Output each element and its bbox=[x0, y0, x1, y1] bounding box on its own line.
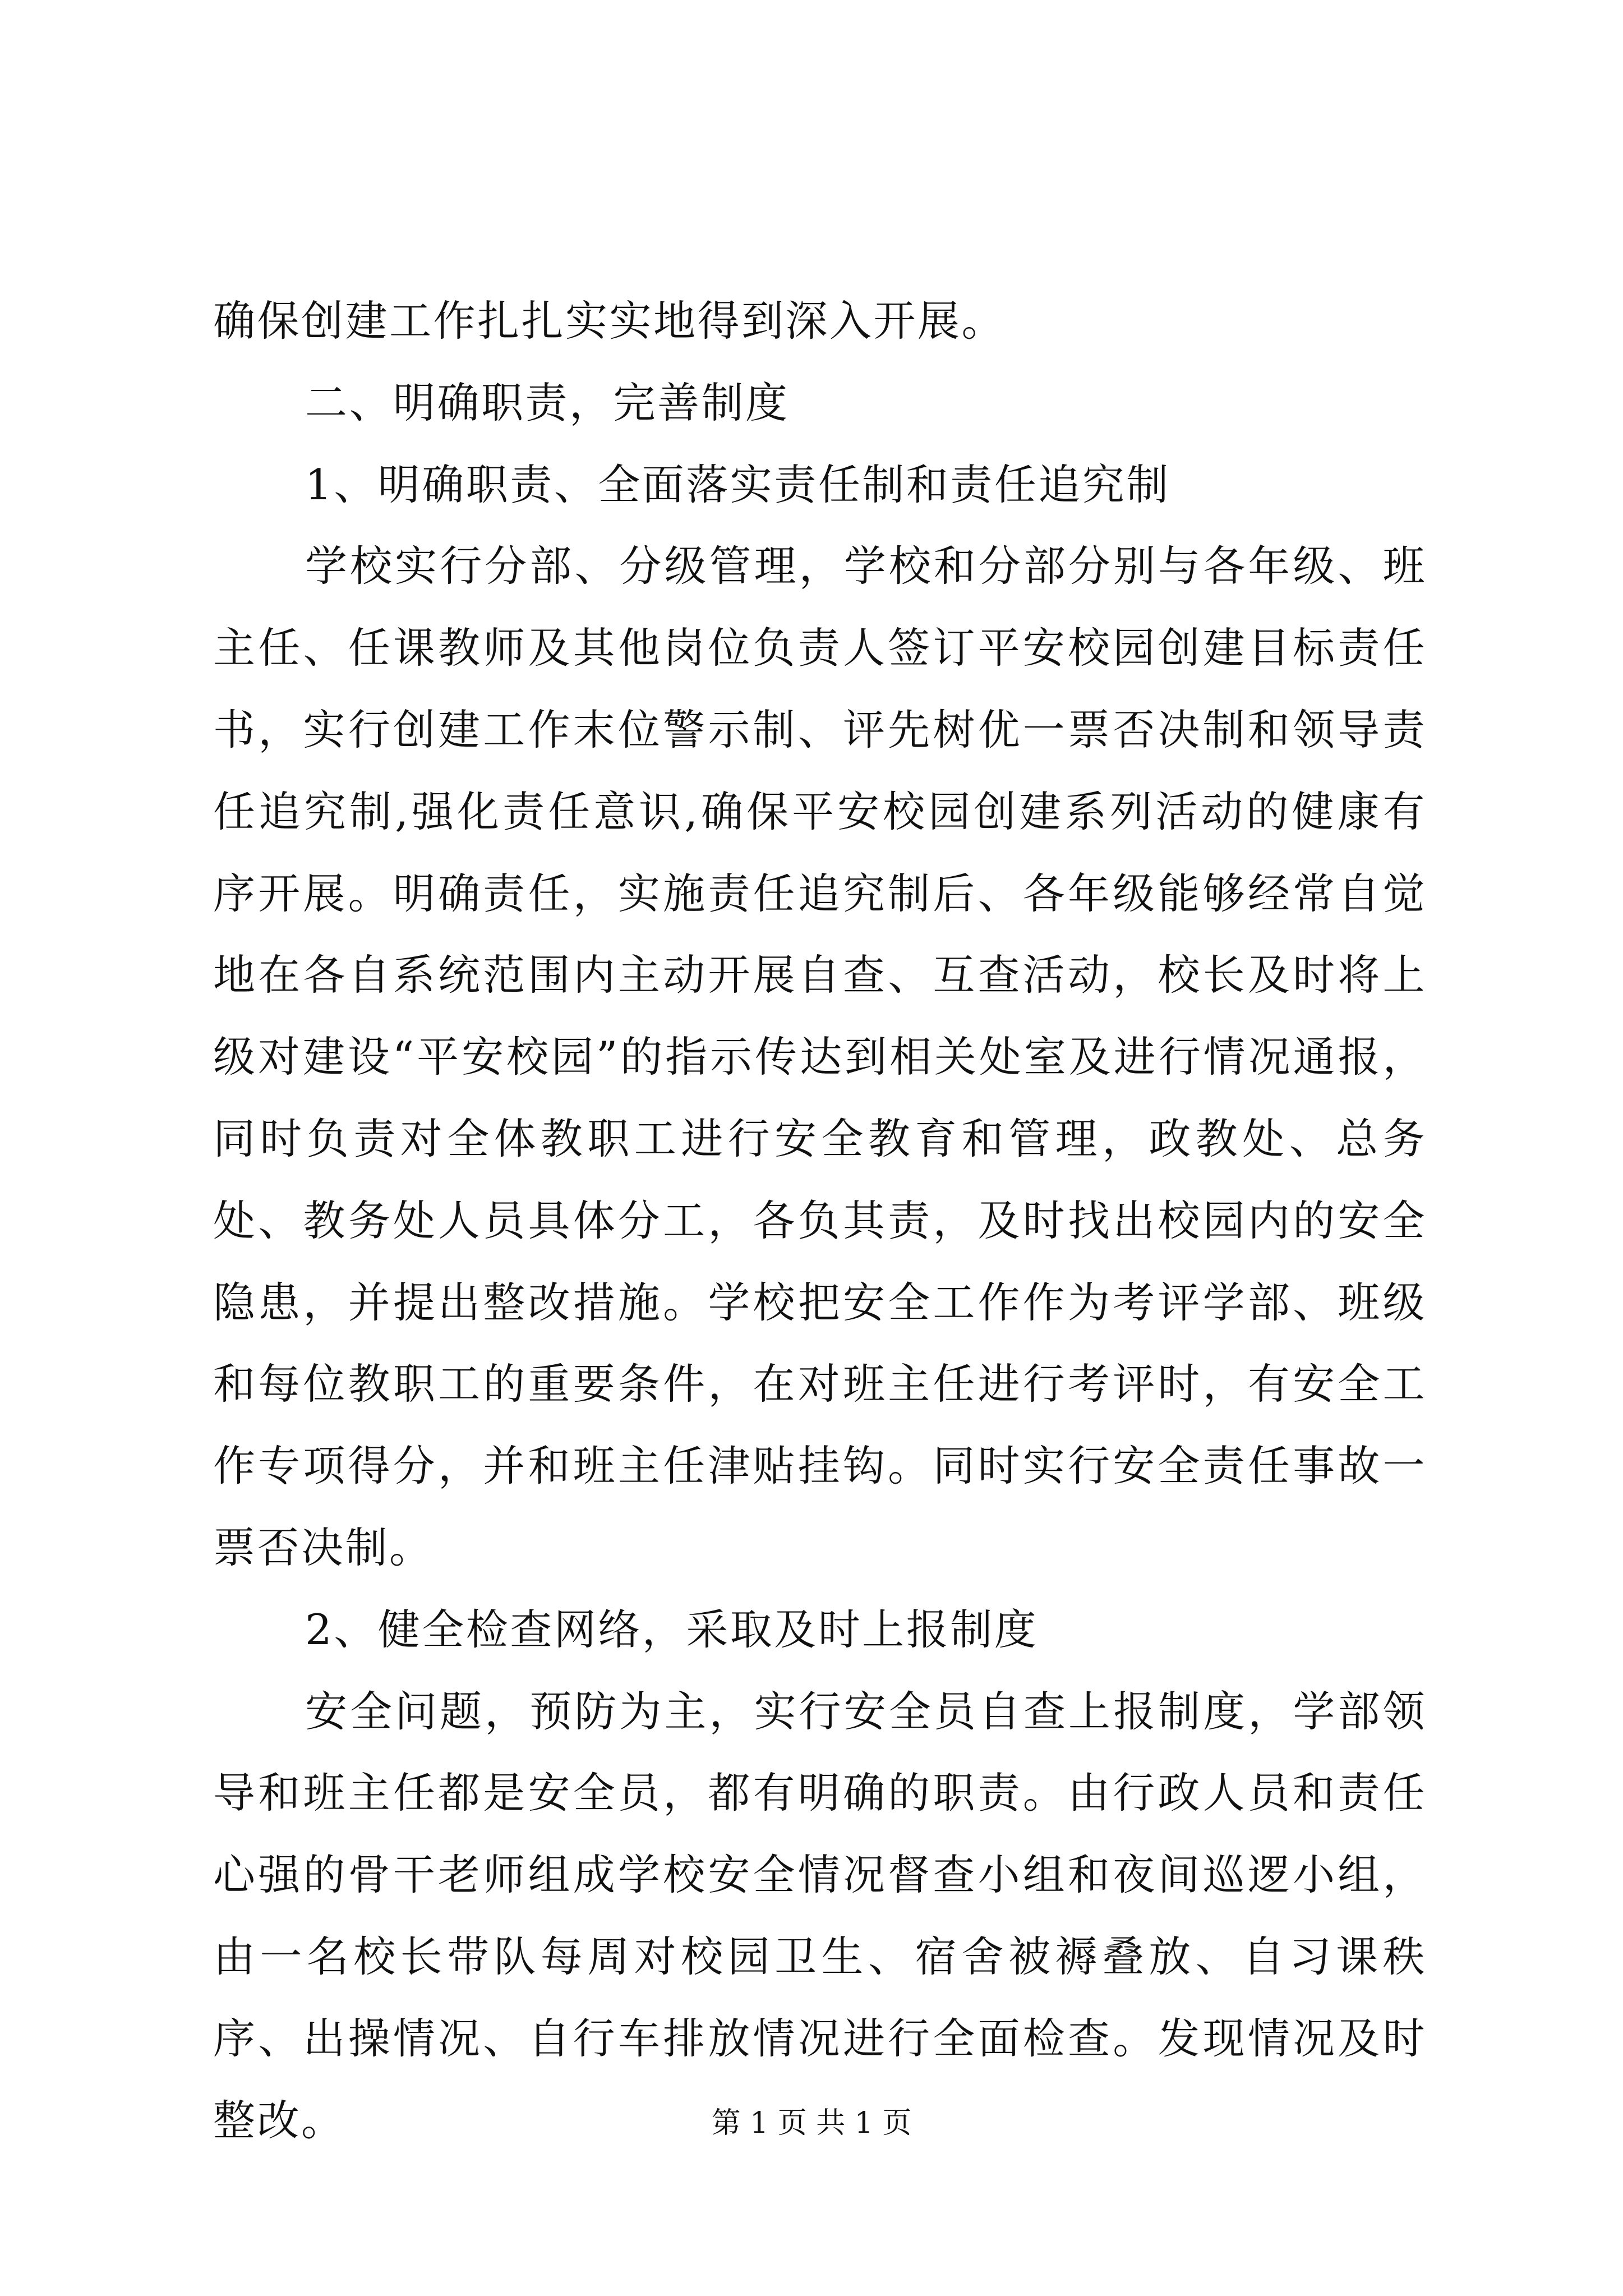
page-footer: 第 1 页 共 1 页 bbox=[711, 2106, 912, 2140]
subsection-heading-1: 1、明确职责、全面落实责任制和责任追究制 bbox=[305, 459, 1170, 509]
paragraph-responsibility: 学校实行分部、分级管理，学校和分部分别与各年级、班主任、任课教师及其他岗位负责人签订平安校园创建目标责任书，实行创建工作末位警示制、评先树优一票否决制和领导责任追究制,强化责任意识,确保平安校园创建系列活动的健康有序开展。明确责任，实施责任追究制后、各年级能够经常自觉地在各自系统范围内主动开展自查、互查活动，校长及时将上级对建设“平安校园”的指示传达到相关处室及进行情况通报，同时负责对全体教职工进行安全教育和管理，政教处、总务处、教务处人员具体分工，各负其责，及时找出校园内的安全隐患，并提出整改措施。学校把安全工作作为考评学部、班级和每位教职工的重要条件，在对班主任进行考评时，有安全工作专项得分，并和班主任津贴挂钩。同时实行安全责任事故一票否决制。 bbox=[213, 541, 1427, 1572]
subsection-heading-2: 2、健全检查网络，采取及时上报制度 bbox=[305, 1604, 1039, 1654]
section-heading: 二、明确职责，完善制度 bbox=[305, 378, 790, 427]
document-body bbox=[213, 280, 1427, 2161]
paragraph-continuation: 确保创建工作扎扎实实地得到深入开展。 bbox=[213, 296, 1006, 346]
paragraph-inspection: 安全问题，预防为主，实行安全员自查上报制度，学部领导和班主任都是安全员，都有明确的职责。由行政人员和责任心强的骨干老师组成学校安全情况督查小组和夜间巡逻小组，由一名校长带队每周对校园卫生、宿舍被褥叠放、自习课秩序、出操情况、自行车排放情况进行全面检查。发现情况及时整改。 bbox=[213, 1686, 1427, 2145]
